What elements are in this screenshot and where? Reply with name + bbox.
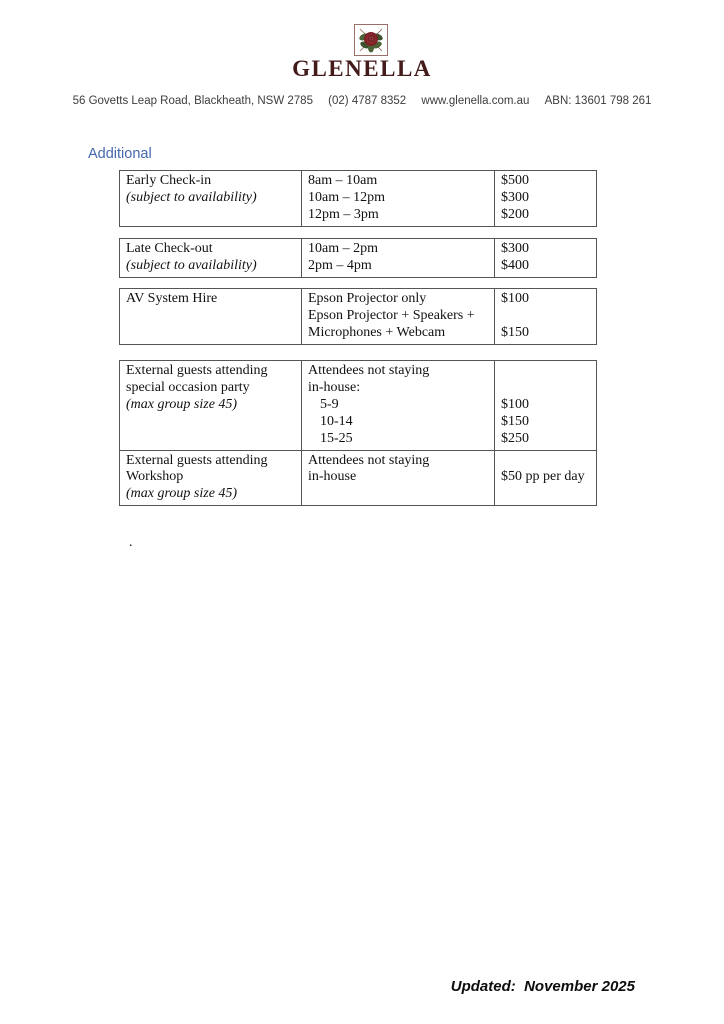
cell-price [494,361,596,450]
section-heading-additional: Additional [88,146,152,162]
cell-item [120,239,301,277]
address-website: www.glenella.com.au [421,95,530,107]
address-street: 56 Govetts Leap Road, Blackheath, NSW 2785 [72,95,313,107]
cell-line: special occasion party [126,379,250,395]
cell-line: 10am – 2pm [308,241,378,256]
cell-line [501,380,592,397]
cell-line: Late Check-out [126,241,213,256]
cell-line: Workshop [126,469,184,485]
cell-line: Epson Projector + Speakers + [308,307,475,323]
cell-line: (subject to availability) [126,189,257,205]
cell-line: 15-25 [320,430,353,446]
cell-price [494,451,596,506]
table-early-check-in [119,170,597,227]
cell-line: (max group size 45) [126,396,238,412]
cell-line: AV System Hire [126,291,218,306]
address-line [0,94,724,108]
cell-line: Attendees not staying [308,452,430,468]
cell-line: $400 [501,257,529,273]
cell-line: 10-14 [320,413,353,429]
cell-line [501,453,592,470]
cell-line: (subject to availability) [126,257,257,273]
cell-line: 12pm – 3pm [308,206,379,222]
stray-period: . [129,535,133,550]
cell-detail [301,171,494,226]
cell-line: $300 [501,241,529,256]
cell-line: (max group size 45) [126,486,238,502]
cell-line: Early Check-in [126,173,212,188]
cell-line [501,308,592,325]
rose-logo-icon [354,24,388,56]
cell-line: Attendees not staying [308,363,430,378]
cell-detail [301,361,494,450]
brand-title: GLENELLA [292,56,432,81]
table-late-check-out [119,238,597,278]
cell-line: $150 [501,324,529,340]
cell-detail [301,451,494,506]
updated-date-label: Updated: November 2025 [450,978,635,995]
cell-line: $100 [501,291,529,306]
cell-line: $500 [501,173,529,188]
cell-line: 8am – 10am [308,173,378,188]
cell-item [120,451,301,506]
cell-line: in-house [308,469,357,485]
cell-price [494,171,596,226]
table-row [120,361,596,450]
cell-item [120,361,301,450]
cell-line: $200 [501,206,529,222]
cell-line: External guests attending [126,452,268,468]
address-phone: (02) 4787 8352 [328,95,407,107]
cell-line: 10am – 12pm [308,189,385,205]
cell-line: External guests attending [126,363,268,378]
cell-detail [301,289,494,344]
cell-line: in-house: [308,379,361,395]
table-external-guests [119,360,597,506]
address-abn: ABN: 13601 798 261 [544,95,652,107]
table-av-system-hire [119,288,597,345]
cell-detail [301,239,494,277]
cell-line: $50 pp per day [501,469,585,485]
cell-line: 2pm – 4pm [308,257,372,273]
cell-line: $250 [501,430,529,446]
cell-line: $100 [501,396,529,412]
table-row [120,171,596,226]
cell-line: Epson Projector only [308,291,427,306]
cell-price [494,239,596,277]
table-row [120,239,596,277]
table-row [120,289,596,344]
cell-line: Microphones + Webcam [308,324,446,340]
cell-line: 5-9 [320,396,339,412]
cell-line [501,363,592,380]
cell-item [120,289,301,344]
cell-line: $300 [501,189,529,205]
cell-item [120,171,301,226]
table-row [120,450,596,506]
cell-price [494,289,596,344]
cell-line: $150 [501,413,529,429]
